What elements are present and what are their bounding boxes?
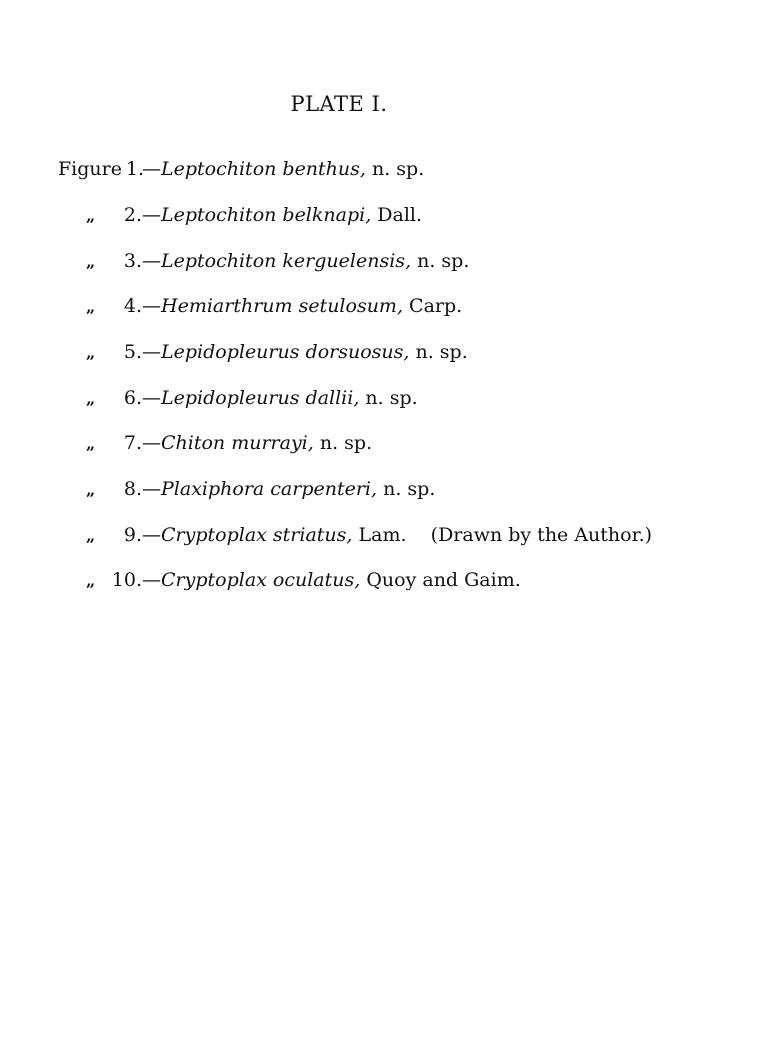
species-authority: n. sp. bbox=[411, 250, 470, 272]
figure-number: 3. bbox=[123, 250, 142, 272]
species-name: Plaxiphora carpenteri, bbox=[161, 478, 378, 500]
caption-dash: — bbox=[142, 387, 161, 409]
figure-number: 4. bbox=[123, 295, 142, 317]
caption-dash: — bbox=[142, 432, 161, 454]
species-authority: Dall. bbox=[371, 204, 423, 226]
caption-dash: — bbox=[142, 158, 161, 180]
species-name: Hemiarthrum setulosum, bbox=[161, 295, 403, 317]
figure-entry bbox=[0, 524, 770, 554]
species-authority: n. sp. bbox=[359, 387, 418, 409]
ditto-mark: „ bbox=[86, 343, 96, 362]
figure-entry bbox=[0, 387, 770, 417]
figure-entry bbox=[0, 569, 770, 599]
species-name: Cryptoplax striatus, bbox=[161, 524, 353, 546]
ditto-mark: „ bbox=[86, 526, 96, 545]
figure-label: Figure bbox=[58, 158, 122, 180]
caption-dash: — bbox=[142, 524, 161, 546]
ditto-mark: „ bbox=[86, 389, 96, 408]
caption-dash: — bbox=[142, 478, 161, 500]
figure-number: 8. bbox=[123, 478, 142, 500]
figure-caption bbox=[142, 524, 652, 546]
figure-caption bbox=[142, 204, 422, 226]
ditto-mark: „ bbox=[86, 252, 96, 271]
figure-entry bbox=[0, 158, 770, 188]
species-name: Chiton murrayi, bbox=[161, 432, 314, 454]
figure-caption bbox=[142, 341, 468, 363]
figure-caption bbox=[142, 295, 462, 317]
figure-entry bbox=[0, 432, 770, 462]
figure-entry bbox=[0, 250, 770, 280]
species-name: Leptochiton benthus, bbox=[161, 158, 366, 180]
species-authority: n. sp. bbox=[365, 158, 425, 180]
ditto-mark: „ bbox=[86, 206, 96, 225]
species-name: Leptochiton belknapi, bbox=[161, 204, 372, 226]
figure-caption bbox=[142, 478, 435, 500]
figure-number: 2. bbox=[123, 204, 142, 226]
figure-number: 5. bbox=[123, 341, 142, 363]
species-authority: Carp. bbox=[403, 295, 463, 317]
species-name: Leptochiton kerguelensis, bbox=[161, 250, 412, 272]
caption-dash: — bbox=[142, 341, 161, 363]
figure-number: 7. bbox=[123, 432, 142, 454]
figure-caption bbox=[142, 158, 424, 180]
figure-number: 6. bbox=[123, 387, 142, 409]
figure-number: 1. bbox=[125, 158, 144, 180]
ditto-mark: „ bbox=[86, 297, 96, 316]
figure-entry bbox=[0, 204, 770, 234]
ditto-mark: „ bbox=[86, 480, 96, 499]
caption-dash: — bbox=[142, 295, 161, 317]
figure-caption bbox=[142, 387, 418, 409]
ditto-mark: „ bbox=[86, 571, 96, 590]
figure-caption bbox=[142, 432, 372, 454]
caption-dash: — bbox=[142, 569, 161, 591]
species-authority: n. sp. bbox=[313, 432, 373, 454]
plate-title: PLATE I. bbox=[290, 92, 388, 116]
species-authority: Lam. (Drawn by the Author.) bbox=[352, 524, 653, 546]
species-authority: n. sp. bbox=[377, 478, 436, 500]
figure-caption bbox=[142, 569, 521, 591]
caption-dash: — bbox=[142, 250, 161, 272]
species-name: Lepidopleurus dorsuosus, bbox=[161, 341, 410, 363]
figure-number: 10. bbox=[111, 569, 142, 591]
species-authority: n. sp. bbox=[409, 341, 468, 363]
species-name: Lepidopleurus dallii, bbox=[161, 387, 360, 409]
species-name: Cryptoplax oculatus, bbox=[161, 569, 361, 591]
figure-caption bbox=[142, 250, 469, 272]
species-authority: Quoy and Gaim. bbox=[360, 569, 521, 591]
figure-entry bbox=[0, 478, 770, 508]
ditto-mark: „ bbox=[86, 434, 96, 453]
figure-entry bbox=[0, 341, 770, 371]
figure-entry bbox=[0, 295, 770, 325]
figure-number: 9. bbox=[123, 524, 142, 546]
caption-dash: — bbox=[142, 204, 161, 226]
